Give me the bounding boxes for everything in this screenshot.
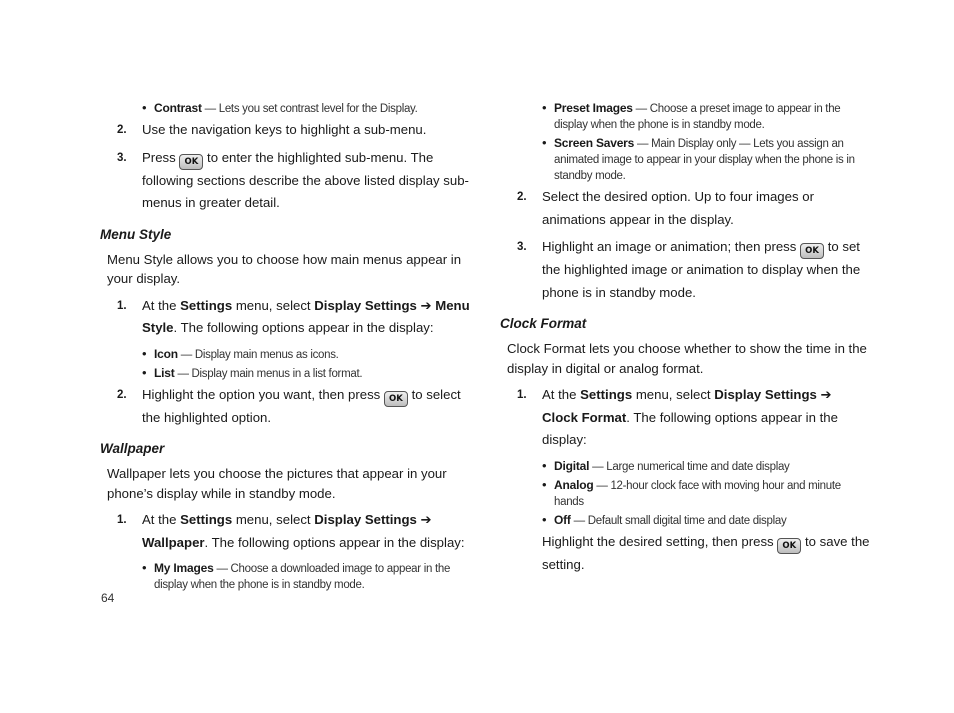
heading-clock-format: Clock Format bbox=[500, 316, 587, 331]
bullet-term: Digital bbox=[554, 458, 590, 473]
bullet-contrast bbox=[100, 100, 470, 117]
bullet-term: Icon bbox=[154, 346, 178, 361]
ok-key-icon: OK bbox=[800, 243, 824, 259]
menu-style-step-2 bbox=[100, 384, 470, 430]
clock-format-step-1 bbox=[500, 384, 870, 452]
bullet-term: Screen Savers bbox=[554, 136, 635, 150]
settings-term: Settings bbox=[580, 387, 633, 402]
left-column bbox=[100, 100, 470, 595]
step-text: At the bbox=[142, 512, 181, 527]
ok-key-icon: OK bbox=[179, 154, 203, 170]
menu-path: Display Settings ➔ Menu Style bbox=[142, 297, 470, 335]
bullet-desc: — Choose a preset image to appear in the display when the phone is in standby mode. bbox=[554, 103, 841, 131]
step-text: . The following options appear in the display: bbox=[204, 534, 465, 550]
clock-format-intro: Clock Format lets you choose whether to show the time in the display in digital or analog format. bbox=[507, 341, 867, 376]
right-column bbox=[500, 100, 870, 576]
bullet-desc: — Main Display only — Lets you assign an animated image to appear in your display when the phone is in standby mode. bbox=[554, 138, 855, 182]
bullet-preset-images bbox=[500, 100, 870, 133]
step-number: 1. bbox=[117, 514, 127, 526]
bullet-term: Contrast bbox=[154, 101, 202, 115]
bullet-desc: — Default small digital time and date display bbox=[570, 514, 787, 527]
bullet-icon bbox=[100, 346, 470, 363]
step-text: At the bbox=[142, 297, 181, 313]
step-text: Use the navigation keys to highlight a sub-menu. bbox=[142, 122, 427, 137]
menu-path: Display Settings ➔ Wallpaper bbox=[142, 512, 432, 550]
step-text: Highlight the desired setting, then press bbox=[542, 533, 778, 549]
page-number: 64 bbox=[101, 591, 115, 605]
menu-style-intro: Menu Style allows you to choose how main menus appear in your display. bbox=[107, 251, 462, 286]
bullet-desc: — Choose a downloaded image to appear in the display when the phone is in standby mode. bbox=[154, 563, 451, 591]
bullet-analog bbox=[500, 477, 870, 510]
step-3 bbox=[100, 147, 470, 215]
menu-path: Display Settings ➔ Clock Format bbox=[542, 387, 832, 425]
bullet-term: Analog bbox=[554, 477, 594, 492]
step-text: At the bbox=[542, 387, 581, 402]
wallpaper-intro: Wallpaper lets you choose the pictures that appear in your phone’s display while in standby mode. bbox=[107, 466, 447, 501]
bullet-my-images bbox=[100, 560, 470, 593]
step-text: . The following options appear in the display: bbox=[173, 320, 434, 335]
step-number: 2. bbox=[117, 388, 127, 401]
bullet-desc: — Display main menus in a list format. bbox=[174, 367, 363, 380]
step-text: to enter the highlighted sub-menu. The following sections describe the above listed display sub-menus in greater detail. bbox=[142, 149, 469, 210]
bullet-term: Off bbox=[554, 512, 571, 527]
step-number: 3. bbox=[117, 151, 127, 164]
step-text: menu, select bbox=[632, 387, 715, 402]
step-number: 2. bbox=[117, 124, 127, 136]
step-text: to save the setting. bbox=[542, 533, 870, 572]
bullet-digital bbox=[500, 458, 870, 475]
right-step-2 bbox=[500, 186, 870, 231]
settings-term: Settings bbox=[180, 512, 233, 527]
step-text: Select the desired option. Up to four images or animations appear in the display. bbox=[542, 189, 814, 227]
bullet-list bbox=[100, 365, 470, 382]
bullet-term: My Images bbox=[154, 561, 214, 575]
step-2 bbox=[100, 119, 470, 142]
step-text: to set the highlighted image or animation to display when the phone is in standby mode. bbox=[542, 239, 861, 300]
bullet-desc: — Display main menus as icons. bbox=[177, 348, 339, 361]
bullet-screen-savers bbox=[500, 135, 870, 184]
menu-style-step-1 bbox=[100, 295, 470, 340]
step-text: to select the highlighted option. bbox=[142, 386, 461, 425]
step-number: 1. bbox=[517, 389, 527, 401]
wallpaper-step-1 bbox=[100, 509, 470, 554]
step-number: 3. bbox=[517, 241, 527, 253]
bullet-desc: — Lets you set contrast level for the Display. bbox=[201, 103, 418, 115]
step-text: Press bbox=[142, 149, 180, 165]
heading-menu-style: Menu Style bbox=[100, 226, 172, 242]
step-number: 2. bbox=[517, 191, 527, 203]
ok-key-icon: OK bbox=[777, 538, 801, 554]
bullet-desc: — Large numerical time and date display bbox=[589, 460, 790, 473]
settings-term: Settings bbox=[180, 297, 233, 313]
ok-key-icon: OK bbox=[384, 391, 408, 407]
step-number: 1. bbox=[117, 299, 127, 312]
step-text: Highlight the option you want, then press bbox=[142, 386, 384, 402]
bullet-term: Preset Images bbox=[554, 101, 633, 115]
step-text: . The following options appear in the display: bbox=[542, 409, 838, 447]
step-text: Highlight an image or animation; then press bbox=[542, 239, 801, 254]
step-text: menu, select bbox=[232, 297, 315, 313]
bullet-off bbox=[500, 512, 870, 529]
heading-wallpaper: Wallpaper bbox=[100, 441, 165, 456]
bullet-term: List bbox=[154, 365, 175, 380]
step-text: menu, select bbox=[232, 512, 315, 527]
bullet-desc: — 12-hour clock face with moving hour and minute hands bbox=[554, 479, 841, 508]
right-step-3 bbox=[500, 236, 870, 304]
clock-format-closing bbox=[500, 531, 870, 577]
